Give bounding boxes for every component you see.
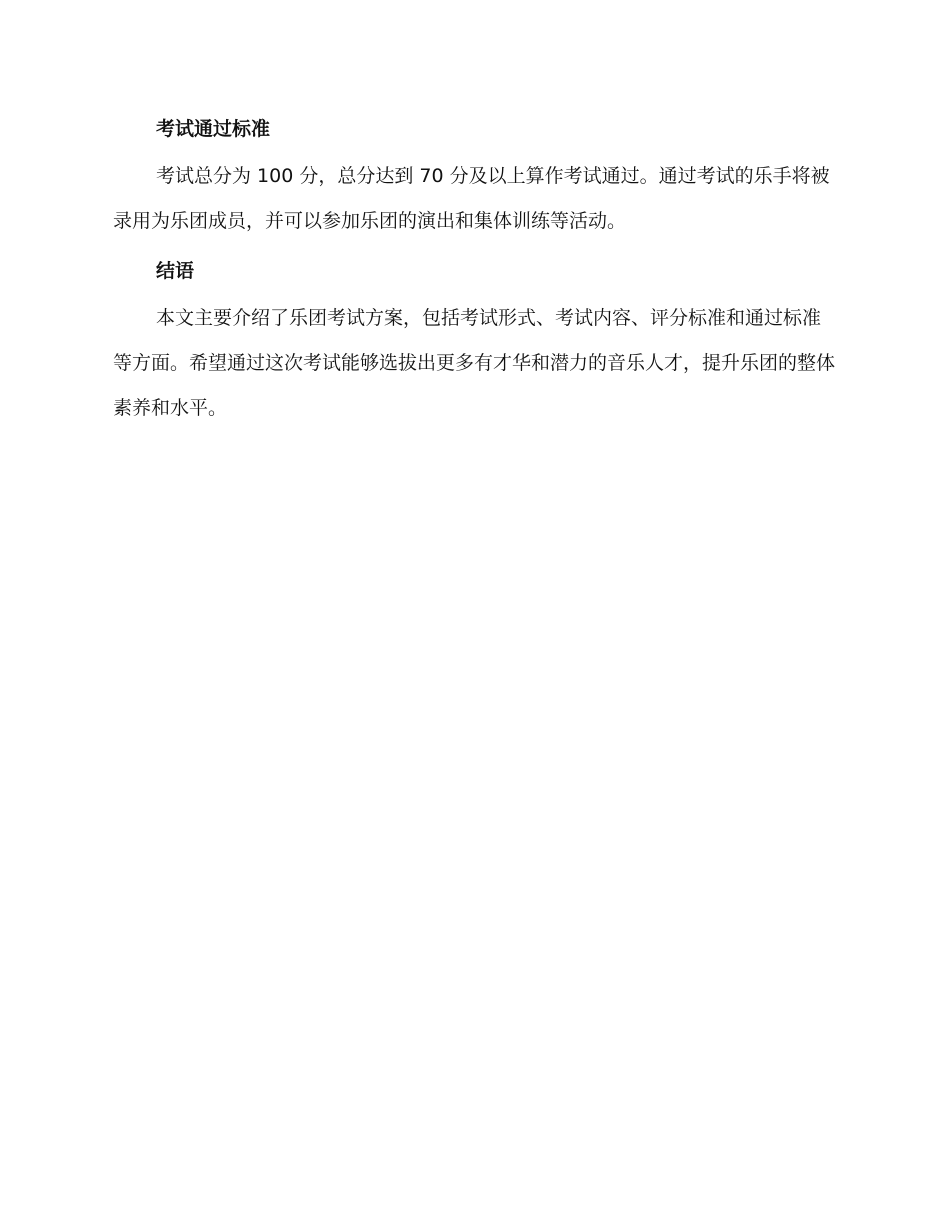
section-heading-conclusion: 结语 — [156, 260, 195, 282]
section-paragraph-conclusion: 本文主要介绍了乐团考试方案，包括考试形式、考试内容、评分标准和通过标准等方面。希望通过这次考试能够选拔出更多有才华和潜力的音乐人才，提升乐团的整体素养和水平。 — [113, 307, 836, 419]
section-heading-pass-criteria: 考试通过标准 — [156, 118, 271, 140]
section-paragraph-pass-criteria: 考试总分为 100 分，总分达到 70 分及以上算作考试通过。通过考试的乐手将被录用为乐团成员，并可以参加乐团的演出和集体训练等活动。 — [113, 165, 830, 232]
document-body — [113, 112, 837, 431]
